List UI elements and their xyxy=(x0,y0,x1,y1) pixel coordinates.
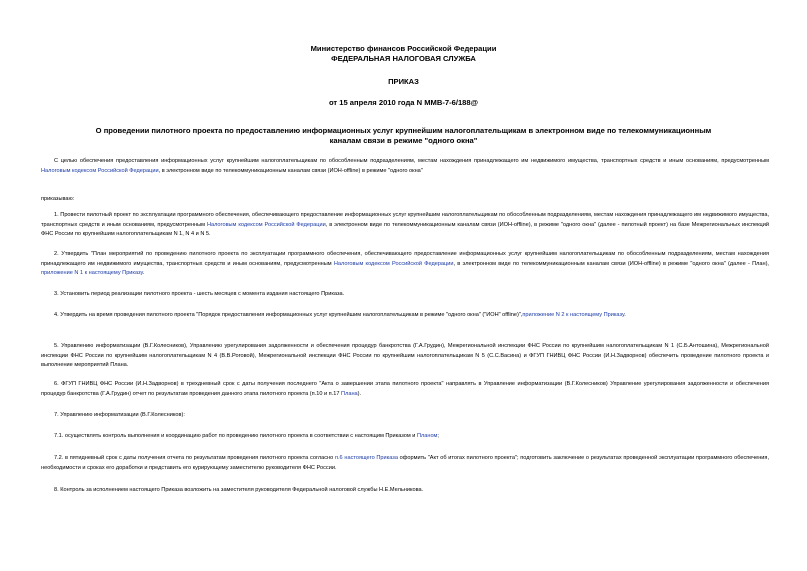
tax-code-link[interactable]: Налоговым кодексом Российской Федерации xyxy=(333,260,454,267)
paragraph-2: 2. Утвердить "План мероприятий по проведению пилотного проекта по эксплуатации программного обеспечения, обеспечивающего предоставление информационных услуг крупнейшим налогоплательщикам по обособленным подразделениям, местам нахождения принадлежащего им недвижимого имущества, транспортных средств и иным основаниям, предусмотренным Налоговым кодексом Российской Федерации, в электронном виде по телекоммуникационным каналам связи (ИОН-offline) в режиме "одного окна" (далее - План), приложение N 1 к настоящему Приказу. xyxy=(41,251,769,276)
paragraph-7: 7. Управлению информатизации (В.Г.Колесников): xyxy=(54,412,185,418)
paragraph-5: 5. Управлению информатизации (В.Г.Колесников), Управлению урегулирования задолженности и обеспечения процедур банкротства (Г.А.Грудин), Межрегиональной инспекции ФНС России по крупнейшим налогоплательщикам N 1 (С.Б.Антошина), Межрегиональной инспекции ФНС России по крупнейшим налогоплательщикам N 4 (В.В.Роговой), Межрегиональной инспекции ФНС России по крупнейшим налогоплательщикам N 5 (С.С.Васина) и ФГУП ГНИВЦ ФНС России (И.Н.Задворнов) обеспечить проведение пилотного проекта и выполнение мероприятий Плана. xyxy=(41,343,769,368)
order-clause-6-link[interactable]: п.6 настоящего Приказа xyxy=(334,455,398,461)
tax-code-link[interactable]: Налоговым кодексом Российской Федерации xyxy=(206,221,326,228)
ministry-heading: Министерство финансов Российской Федерации xyxy=(310,44,497,53)
tax-code-link[interactable]: Налоговым кодексом Российской Федерации xyxy=(41,167,159,174)
appendix-2-link[interactable]: приложение N 2 к настоящему Приказу xyxy=(522,312,625,318)
plan-link[interactable]: Плана xyxy=(341,390,358,397)
paragraph-7-2: 7.2. в пятидневный срок с даты получения отчета по результатам проведения пилотного проекта согласно п.6 настоящего Приказа оформить "Акт об итогах пилотного проекта"; подготовить заключение о результатах проведенной эксплуатации программного обеспечения, необходимости и сроках его доработки и представить его курирующему заместителю руководителя ФНС России. xyxy=(41,455,770,471)
paragraph-4: 4. Утвердить на время проведения пилотного проекта "Порядок предоставления информационных услуг крупнейшим налогоплательщикам в режиме "одного окна" ("ИОН" offline)",приложение N 2 к настоящему Приказу. xyxy=(54,312,626,318)
intro-paragraph: С целью обеспечения предоставления информационных услуг крупнейшим налогоплательщикам по обособленным подразделениям, местам нахождения принадлежащего им недвижимого имущества, транспортных средств и иным основаниям, предусмотренным Налоговым кодексом Российской Федерации, в электронном виде по телекоммуникационным каналам связи (ИОН-offline) в режиме "одного окна" xyxy=(41,158,769,174)
document-type-heading: ПРИКАЗ xyxy=(388,77,419,86)
paragraph-1: 1. Провести пилотный проект по эксплуатации программного обеспечения, обеспечивающего предоставление информационных услуг крупнейшим налогоплательщикам по обособленным подразделениям, местам нахождения принадлежащего им недвижимого имущества, транспортных средств и иным основаниям, предусмотренным Налоговым кодексом Российской Федерации, в электронном виде по телекоммуникационным каналам связи (ИОН-offline), в режиме "одного окна" (далее - пилотный проект) на базе Межрегиональных инспекций ФНС России по крупнейшим налогоплательщикам N 1, N 4 и N 5. xyxy=(41,212,769,237)
plan-link[interactable]: Планом xyxy=(416,433,438,439)
appendix-1-link[interactable]: приложение N 1 к настоящему Приказу xyxy=(41,270,143,276)
prikazyvayu-text: приказываю: xyxy=(41,196,75,202)
paragraph-8: 8. Контроль за исполнением настоящего Приказа возложить на заместителя руководителя Федеральной налоговой службы Н.Е.Мельникова. xyxy=(54,487,424,493)
service-heading: ФЕДЕРАЛЬНАЯ НАЛОГОВАЯ СЛУЖБА xyxy=(331,54,476,63)
paragraph-3: 3. Установить период реализации пилотного проекта - шесть месяцев с момента издания настоящего Приказа. xyxy=(54,291,345,297)
date-number-heading: от 15 апреля 2010 года N ММВ-7-6/188@ xyxy=(328,98,479,107)
paragraph-6: 6. ФГУП ГНИВЦ ФНС России (И.Н.Задворнов) в трехдневный срок с даты получения последнего "Акта о завершении этапа пилотного проекта" направлять в Управление информатизации (В.Г.Колесников) Управление урегулирования задолженности и обеспечения процедур банкротства (Г.А.Грудин) отчет по результатам проведения данного этапа пилотного проекта (п.10 и п.17 Плана). xyxy=(41,381,769,397)
subject-heading: О проведении пилотного проекта по предоставлению информационных услуг крупнейшим налогоплательщикам в электронном виде по телекоммуникационным каналам связи в режиме "одного окна" xyxy=(95,126,712,145)
paragraph-7-1: 7.1. осуществлять контроль выполнения и координацию работ по проведению пилотного проекта в соответствии с настоящим Приказом и Планом; xyxy=(54,433,439,439)
